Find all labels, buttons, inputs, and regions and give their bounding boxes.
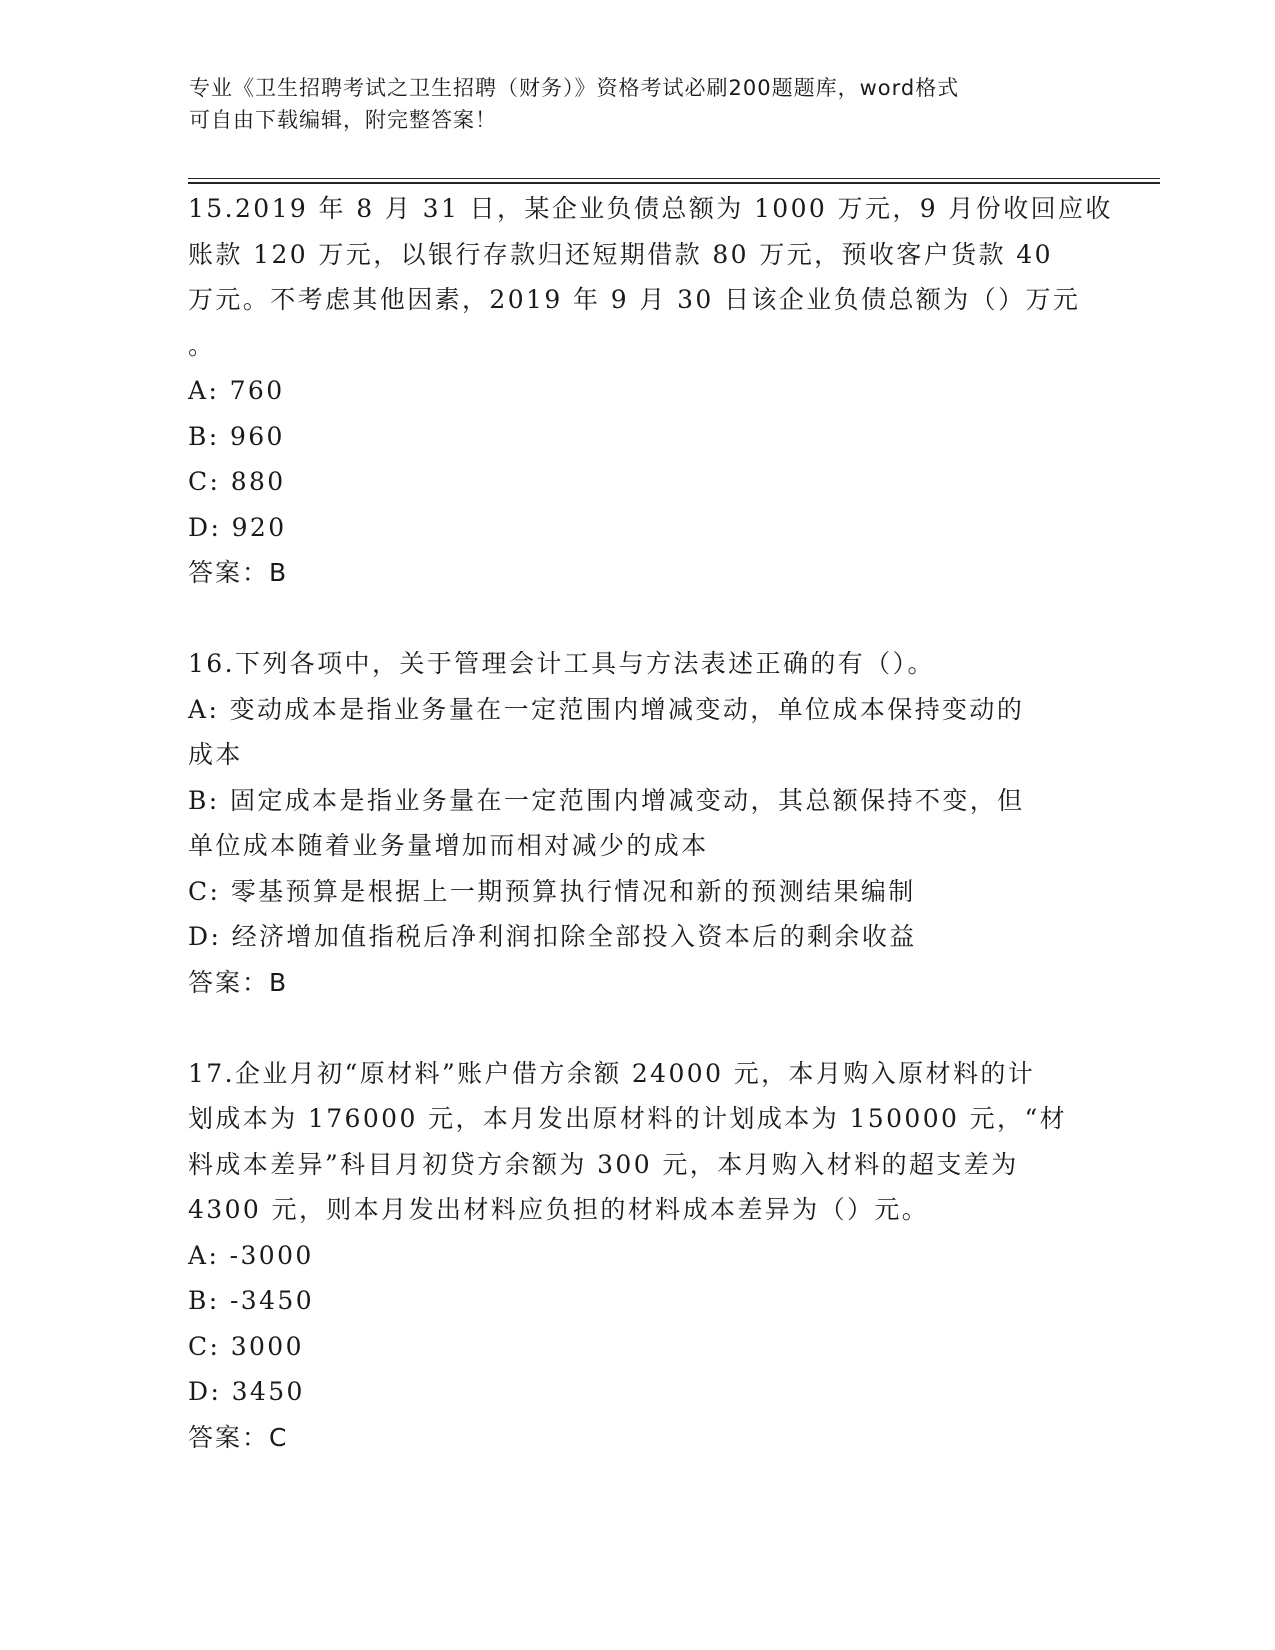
option-a: A: 变动成本是指业务量在一定范围内增减变动，单位成本保持变动的	[188, 694, 1025, 724]
answer-line: 答案：B	[188, 558, 289, 587]
option-c: C: 3000	[188, 1331, 304, 1361]
question-17	[188, 1051, 1088, 1461]
question-text-line: 17.企业月初“原材料”账户借方余额 24000 元，本月购入原材料的计	[188, 1058, 1036, 1088]
option-d: D: 3450	[188, 1377, 305, 1406]
option-c: C: 零基预算是根据上一期预算执行情况和新的预测结果编制	[188, 876, 916, 906]
option-b: B: 960	[188, 421, 285, 451]
document-header	[189, 72, 1089, 136]
header-divider-thin	[188, 178, 1160, 179]
question-15	[188, 186, 1113, 596]
option-d: D: 经济增加值指税后净利润扣除全部投入资本后的剩余收益	[188, 922, 917, 951]
question-text-line: 16.下列各项中，关于管理会计工具与方法表述正确的有（）。	[188, 649, 935, 678]
question-text-line: 料成本差异”科目月初贷方余额为 300 元，本月购入材料的超支差为	[188, 1149, 1019, 1179]
answer-line: 答案：B	[188, 967, 289, 997]
question-text-line: 15.2019 年 8 月 31 日，某企业负债总额为 1000 万元，9 月份收回应收	[188, 194, 1113, 223]
option-b-continued: 单位成本随着业务量增加而相对减少的成本	[188, 831, 709, 860]
option-c: C: 880	[188, 467, 286, 496]
option-d: D: 920	[188, 512, 287, 542]
question-text-line: 。	[188, 330, 216, 360]
question-text-line: 划成本为 176000 元，本月发出原材料的计划成本为 150000 元，“材	[188, 1104, 1068, 1133]
spacer	[188, 596, 1088, 642]
spacer	[188, 1005, 1088, 1051]
question-16	[188, 641, 1088, 1005]
option-b: B: 固定成本是指业务量在一定范围内增减变动，其总额保持不变，但	[188, 785, 1025, 815]
question-text-line: 万元。不考虑其他因素，2019 年 9 月 30 日该企业负债总额为（）万元	[188, 285, 1081, 314]
header-divider-thick	[188, 182, 1160, 184]
option-a-continued: 成本	[188, 740, 243, 769]
option-a: A: -3000	[188, 1240, 314, 1270]
option-b: B: -3450	[188, 1286, 315, 1315]
answer-line: 答案：C	[188, 1422, 289, 1452]
header-line-2: 可自由下载编辑，附完整答案！	[189, 108, 497, 132]
question-text-line: 账款 120 万元，以银行存款归还短期借款 80 万元，预收客户货款 40	[188, 239, 1053, 269]
option-a: A: 760	[188, 376, 285, 405]
question-text-line: 4300 元，则本月发出材料应负担的材料成本差异为（）元。	[188, 1195, 930, 1224]
header-line-1: 专业《卫生招聘考试之卫生招聘（财务）》资格考试必刷200题题库，word格式	[189, 76, 960, 100]
question-list	[188, 186, 1113, 1460]
